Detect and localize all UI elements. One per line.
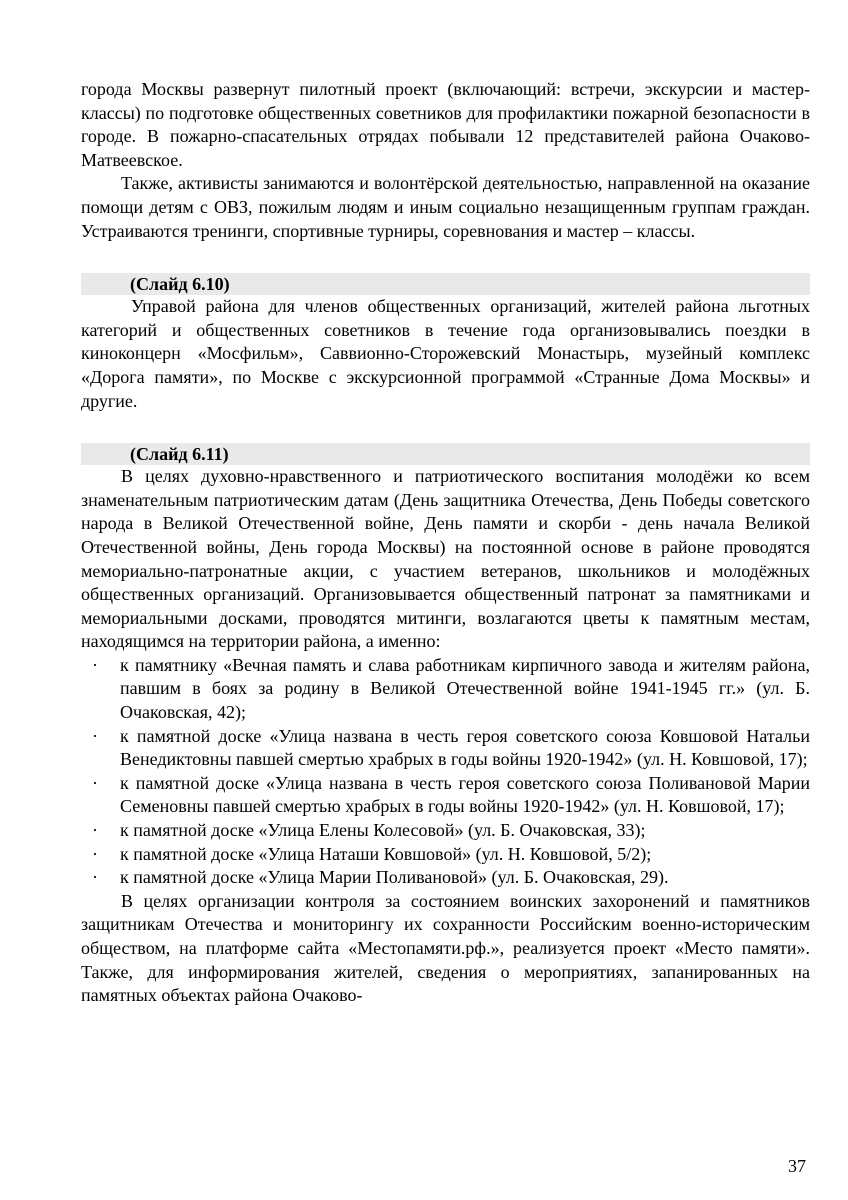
- bullet-marker: ·: [92, 843, 98, 864]
- bullet-marker: ·: [92, 654, 98, 675]
- list-item: [81, 843, 810, 867]
- list-item: [81, 654, 810, 725]
- paragraph-memorial-monitoring: В целях организации контроля за состоянием воинских захоронений и памятников защитникам Отечества и мониторингу их сохранности Российским военно-историческим обществом, на платформе сайта «Местопамяти.рф.», реализуется проект «Место памяти». Также, для информирования жителей, сведения о мероприятиях, запанированных на памятных объектах района Очаково-: [81, 890, 810, 1006]
- slide-6-11-heading: (Слайд 6.11): [81, 443, 810, 465]
- paragraph-trips: Управой района для членов общественных организаций, жителей района льготных категорий и общественных советников в течение года организовывались поездки в киноконцерн «Мосфильм», Саввионно-Сторожевский Монастырь, музейный комплекс «Дорога памяти», по Москве с экскурсионной программой «Странные Дома Москвы» и другие.: [81, 296, 810, 411]
- bullet-marker: ·: [92, 725, 98, 746]
- paragraph-continuation: города Москвы развернут пилотный проект (включающий: встречи, экскурсии и мастер-классы) по подготовке общественных советников для профилактики пожарной безопасности в городе. В пожарно-спасательных отрядах побывали 12 представителей района Очаково-Матвеевское.: [81, 79, 810, 170]
- page-number: 37: [788, 1156, 806, 1176]
- list-item-text: к памятной доске «Улица названа в честь героя советского союза Ковшовой Натальи Венедиктовны павшей смертью храбрых в годы войны 1920-1942» (ул. Н. Ковшовой, 17);: [120, 725, 810, 770]
- list-item-text: к памятной доске «Улица Наташи Ковшовой» (ул. Н. Ковшовой, 5/2);: [120, 843, 652, 864]
- list-item-text: к памятной доске «Улица Марии Поливановой» (ул. Б. Очаковская, 29).: [120, 867, 669, 888]
- list-item: [81, 772, 810, 819]
- memorial-list: [81, 654, 810, 890]
- list-item: [81, 725, 810, 772]
- paragraph-patriotic: В целях духовно-нравственного и патриотического воспитания молодёжи ко всем знаменательным патриотическим датам (День защитника Отечества, День Победы советского народа в Великой Отечественной войне, День памяти и скорби - день начала Великой Отечественной войны, День города Москвы) на постоянной основе в районе проводятся мемориально-патронатные акции, с участием ветеранов, школьников и молодёжных общественных организаций. Организовывается общественный патронат за памятниками и мемориальными досками, проводятся митинги, возлагаются цветы к памятным местам, находящимся на территории района, а именно:: [81, 466, 810, 652]
- list-item: [81, 819, 810, 843]
- list-item: [81, 866, 810, 890]
- bullet-marker: ·: [92, 820, 98, 841]
- slide-6-10-heading: (Слайд 6.10): [81, 273, 810, 295]
- bullet-marker: ·: [92, 867, 98, 888]
- page-content: [81, 78, 810, 1008]
- list-item-text: к памятнику «Вечная память и слава работникам кирпичного завода и жителям района, павшим в боях за родину в Великой Отечественной войне 1941-1945 гг.» (ул. Б. Очаковская, 42);: [120, 654, 810, 723]
- list-item-text: к памятной доске «Улица Елены Колесовой» (ул. Б. Очаковская, 33);: [120, 820, 646, 841]
- bullet-marker: ·: [92, 772, 98, 793]
- paragraph-volunteering: Также, активисты занимаются и волонтёрской деятельностью, направленной на оказание помощи детям с ОВЗ, пожилым людям и иным социально незащищенным группам граждан. Устраиваются тренинги, спортивные турниры, соревнования и мастер – классы.: [81, 173, 810, 241]
- list-item-text: к памятной доске «Улица названа в честь героя советского союза Поливановой Марии Семеновны павшей смертью храбрых в годы войны 1920-1942» (ул. Н. Ковшовой, 17);: [120, 772, 810, 817]
